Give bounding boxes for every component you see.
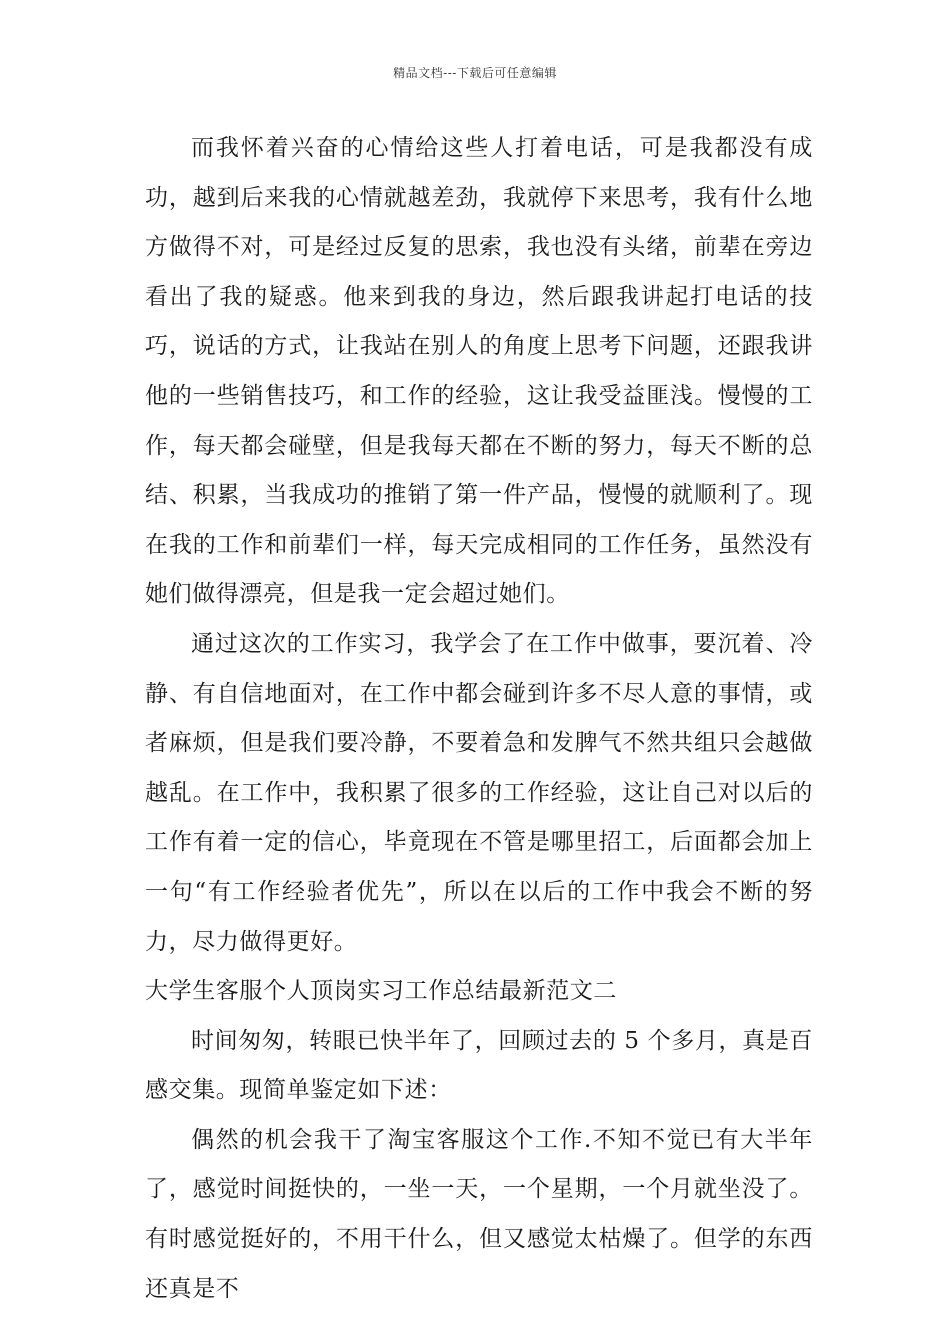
paragraph-3: 时间匆匆，转眼已快半年了，回顾过去的 5 个多月，真是百感交集。现简单鉴定如下述：	[145, 1027, 813, 1104]
paragraph-4: 偶然的机会我干了淘宝客服这个工作.不知不觉已有大半年了，感觉时间挺快的，一坐一天，一个星期，一个月就坐没了。有时感觉挺好的，不用干什么，但又感觉太枯燥了。但学的东西还真是不	[145, 1126, 813, 1302]
paragraph-2: 通过这次的工作实习，我学会了在工作中做事，要沉着、冷静、有自信地面对，在工作中都会碰到许多不尽人意的事情，或者麻烦，但是我们要冷静，不要着急和发脾气不然共组只会越做越乱。在工作中，我积累了很多的工作经验，这让自己对以后的工作有着一定的信心，毕竟现在不管是哪里招工，后面都会加上一句“有工作经验者优先”，所以在以后的工作中我会不断的努力，尽力做得更好。	[145, 630, 813, 955]
document-body	[145, 124, 813, 1314]
section-heading: 大学生客服个人顶岗实习工作总结最新范文二	[145, 978, 617, 1005]
paragraph-1: 而我怀着兴奋的心情给这些人打着电话，可是我都没有成功，越到后来我的心情就越差劲，我就停下来思考，我有什么地方做得不对，可是经过反复的思索，我也没有头绪，前辈在旁边看出了我的疑惑。他来到我的身边，然后跟我讲起打电话的技巧，说话的方式，让我站在别人的角度上思考下问题，还跟我讲他的一些销售技巧，和工作的经验，这让我受益匪浅。慢慢的工作，每天都会碰壁，但是我每天都在不断的努力，每天不断的总结、积累，当我成功的推销了第一件产品，慢慢的就顺利了。现在我的工作和前辈们一样，每天完成相同的工作任务，虽然没有她们做得漂亮，但是我一定会超过她们。	[145, 135, 813, 608]
page-header: 精品文档---下载后可任意编辑	[393, 66, 557, 80]
